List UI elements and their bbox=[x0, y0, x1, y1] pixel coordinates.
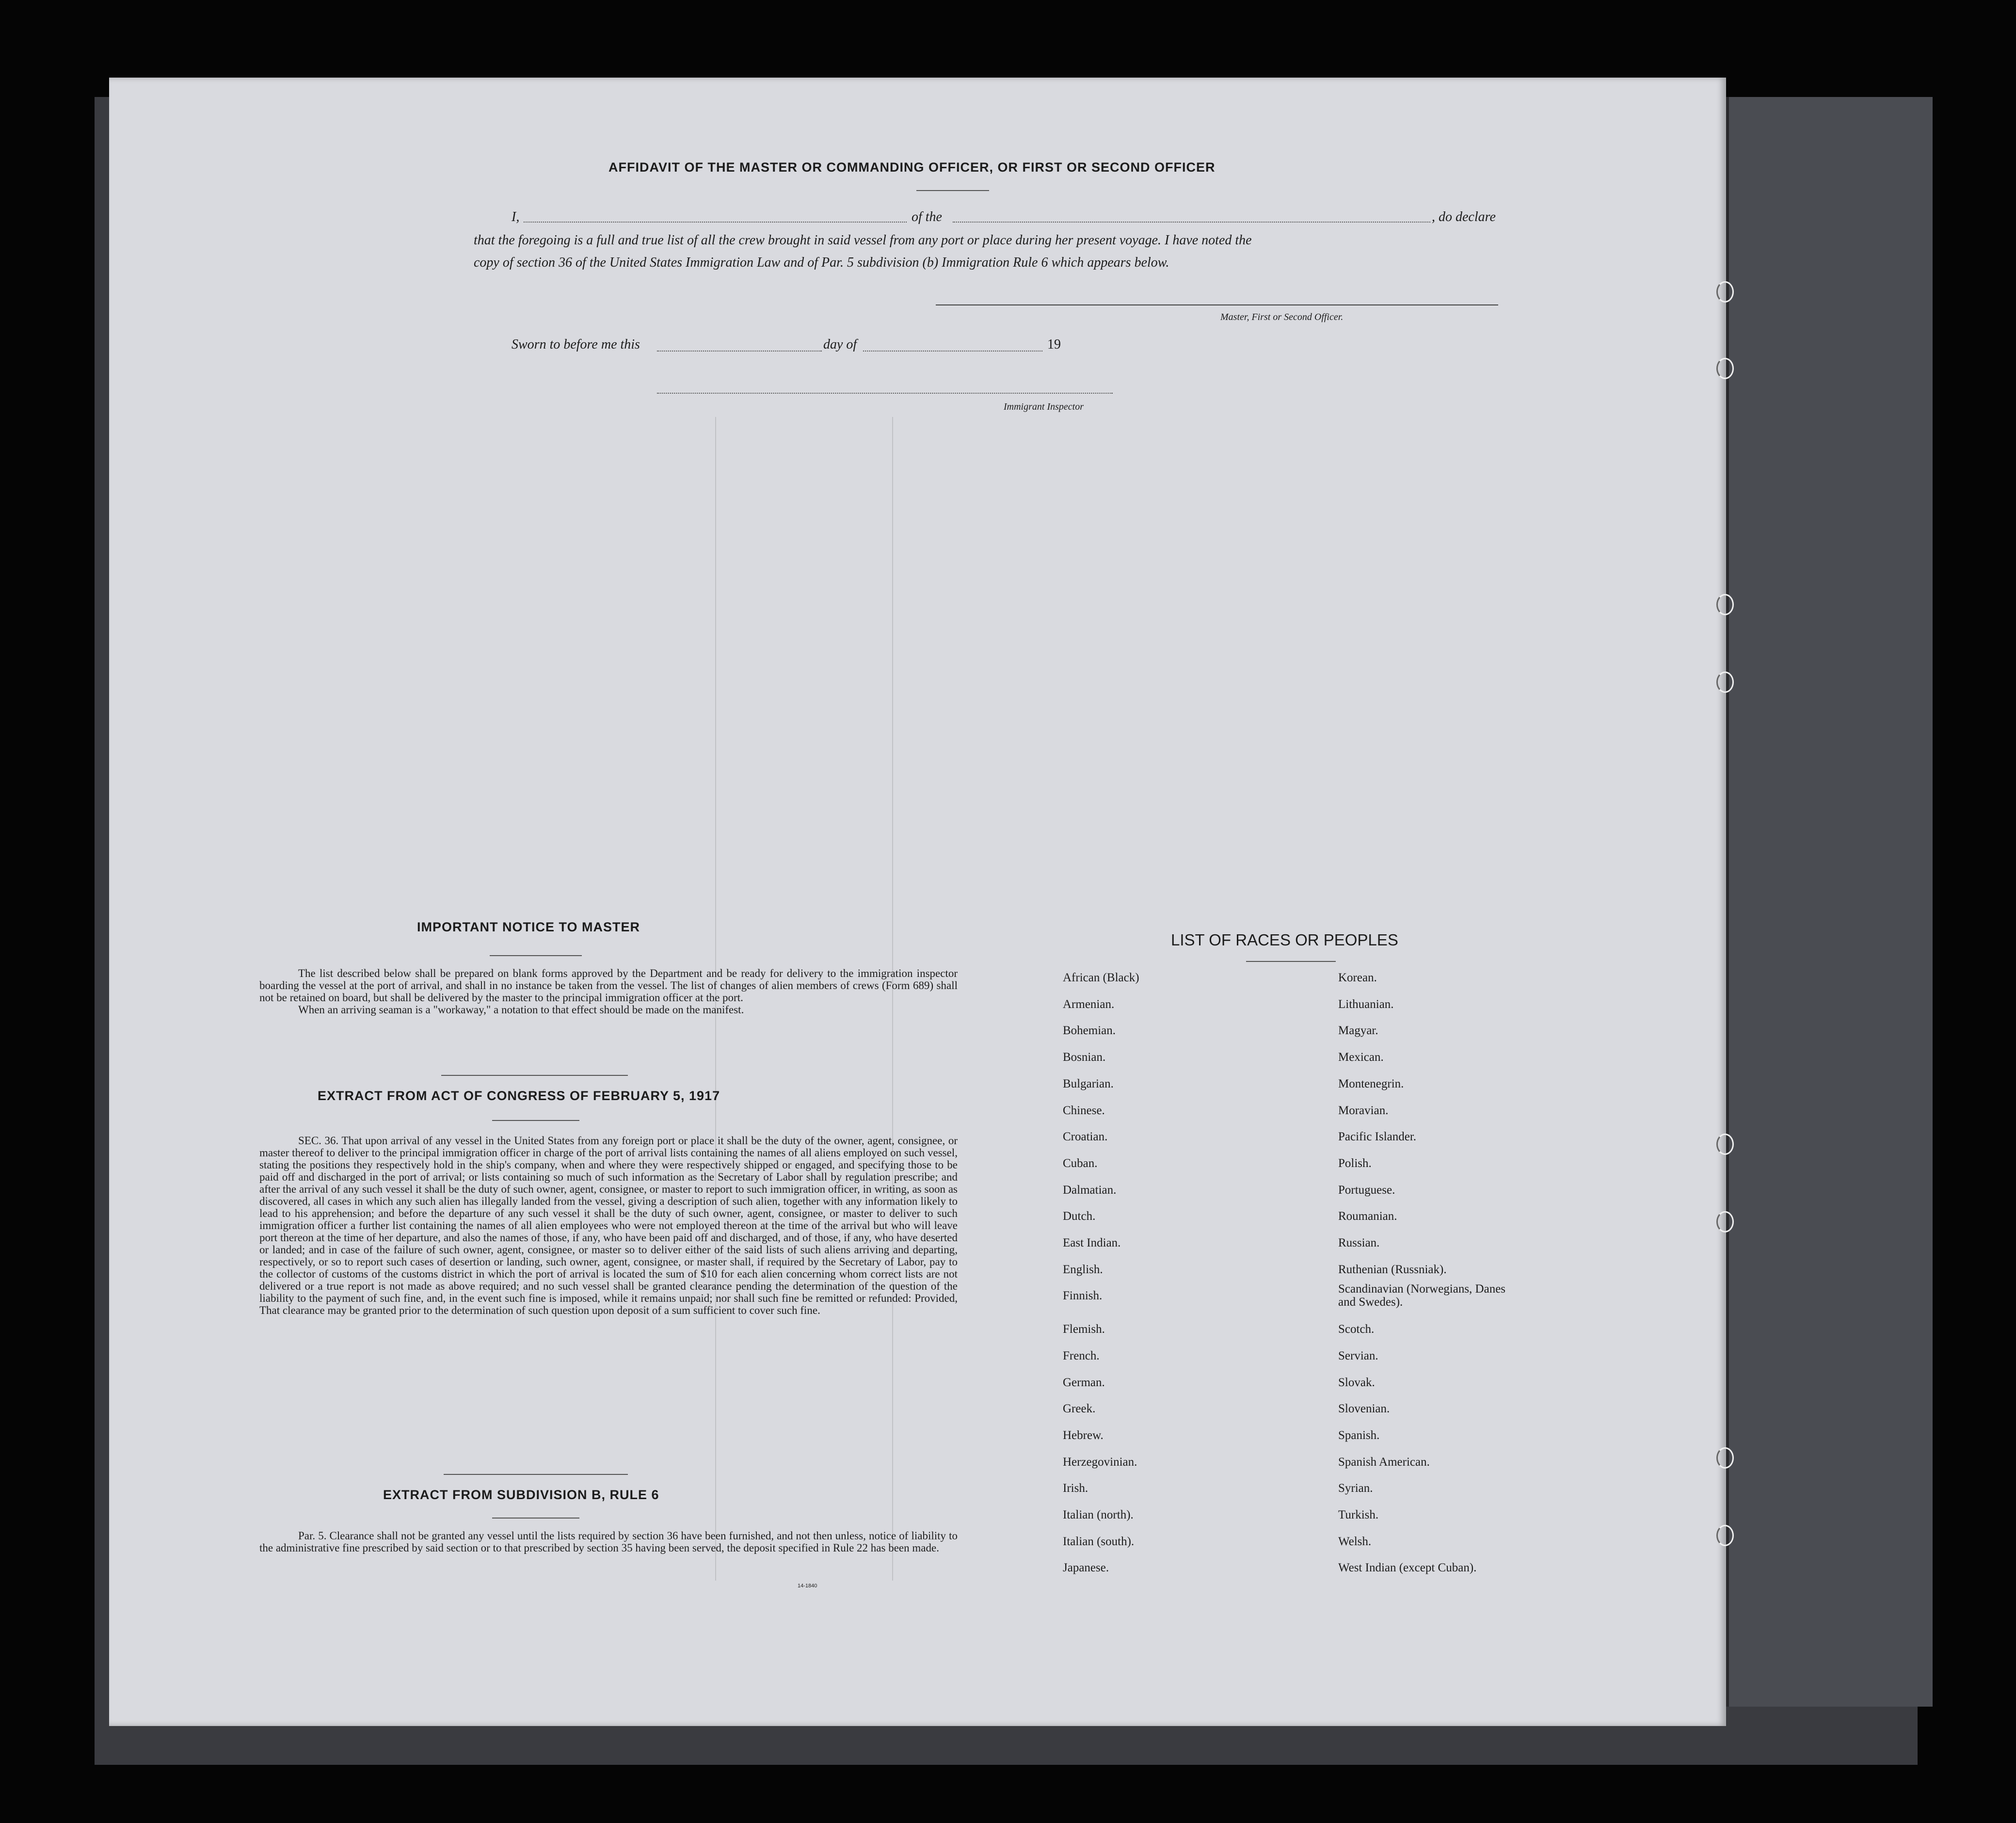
race-item: Greek. bbox=[1063, 1402, 1096, 1416]
rule-extract-text bbox=[259, 1530, 958, 1554]
inspector-label: Immigrant Inspector bbox=[1004, 401, 1084, 412]
folder-edge bbox=[1726, 97, 1933, 1707]
race-item: Portuguese. bbox=[1338, 1183, 1395, 1197]
race-item: English. bbox=[1063, 1263, 1103, 1276]
document-page bbox=[109, 78, 1726, 1726]
title-rule bbox=[916, 190, 989, 191]
race-item: Moravian. bbox=[1338, 1103, 1389, 1117]
race-item: Spanish. bbox=[1338, 1428, 1380, 1442]
binder-hole bbox=[1716, 594, 1734, 615]
race-item: Pacific Islander. bbox=[1338, 1130, 1417, 1144]
binder-hole bbox=[1716, 1134, 1734, 1155]
binder-hole bbox=[1716, 1211, 1734, 1232]
race-item: Montenegrin. bbox=[1338, 1077, 1404, 1090]
act-rule bbox=[492, 1120, 579, 1121]
race-item: Ruthenian (Russniak). bbox=[1338, 1263, 1447, 1276]
affidavit-i: I, bbox=[512, 209, 520, 224]
race-item: German. bbox=[1063, 1375, 1105, 1389]
notice-rule bbox=[490, 955, 582, 956]
race-item: Herzegovinian. bbox=[1063, 1455, 1137, 1469]
race-item: Bosnian. bbox=[1063, 1051, 1106, 1064]
binder-hole bbox=[1716, 672, 1734, 693]
rule-extract-title: EXTRACT FROM SUBDIVISION B, RULE 6 bbox=[383, 1487, 659, 1502]
race-item: Dalmatian. bbox=[1063, 1183, 1117, 1197]
binder-hole bbox=[1716, 1525, 1734, 1546]
section-rule bbox=[441, 1075, 628, 1076]
name-blank[interactable] bbox=[524, 222, 907, 223]
race-item: Italian (south). bbox=[1063, 1535, 1135, 1548]
section-rule bbox=[444, 1474, 628, 1475]
race-item: Welsh. bbox=[1338, 1535, 1372, 1548]
race-item: Korean. bbox=[1338, 971, 1377, 984]
race-item: Finnish. bbox=[1063, 1289, 1103, 1303]
rule-paragraph: Par. 5. Clearance shall not be granted any vessel until the lists required by section 36 have been furnished, and not then unless, notice of liability to the administrative fine prescribed by said section or to that prescribed by section 35 having been served, the deposit specified in Rule 22 has been made. bbox=[259, 1530, 958, 1554]
affidavit-line2: that the foregoing is a full and true list of all the crew brought in said vessel from any port or place during her present voyage. I have noted the bbox=[474, 233, 1252, 248]
race-item: Croatian. bbox=[1063, 1130, 1108, 1144]
day-of-text: day of bbox=[823, 337, 857, 352]
race-item: Bulgarian. bbox=[1063, 1077, 1114, 1090]
race-item: Magyar. bbox=[1338, 1024, 1378, 1038]
race-item: Scotch. bbox=[1338, 1323, 1375, 1336]
race-item: African (Black) bbox=[1063, 971, 1139, 984]
race-item: East Indian. bbox=[1063, 1236, 1121, 1249]
race-item: Polish. bbox=[1338, 1156, 1372, 1170]
race-item: Slovenian. bbox=[1338, 1402, 1390, 1416]
notice-title: IMPORTANT NOTICE TO MASTER bbox=[417, 920, 640, 934]
race-item: Flemish. bbox=[1063, 1323, 1105, 1336]
vessel-blank[interactable] bbox=[953, 222, 1430, 223]
race-item: Spanish American. bbox=[1338, 1455, 1430, 1469]
race-item: Italian (north). bbox=[1063, 1508, 1134, 1521]
sworn-text: Sworn to before me this bbox=[512, 337, 640, 352]
race-item: Japanese. bbox=[1063, 1561, 1109, 1575]
race-item: Cuban. bbox=[1063, 1156, 1098, 1170]
race-item: Servian. bbox=[1338, 1349, 1378, 1362]
races-rule bbox=[1246, 961, 1336, 962]
year-prefix: 19 bbox=[1047, 337, 1061, 352]
form-number: 14-1840 bbox=[798, 1583, 817, 1589]
race-item: Irish. bbox=[1063, 1482, 1088, 1495]
inspector-line[interactable] bbox=[657, 393, 1113, 394]
race-item: Turkish. bbox=[1338, 1508, 1379, 1521]
race-item: Roumanian. bbox=[1338, 1210, 1397, 1223]
race-item: Syrian. bbox=[1338, 1482, 1373, 1495]
affidavit-title: AFFIDAVIT OF THE MASTER OR COMMANDING OFFICER, OR FIRST OR SECOND OFFICER bbox=[608, 160, 1216, 175]
notice-paragraph-1: The list described below shall be prepared on blank forms approved by the Department and be ready for delivery to the immigration inspector boarding the vessel at the port of arrival, and shall in no instance be taken from the vessel. The list of changes of alien members of crews (Form 689) shall not be retained on board, but shall be delivered by the master to the principal immigration officer at the port. bbox=[259, 967, 958, 1004]
month-blank[interactable] bbox=[863, 351, 1042, 352]
act-extract-title: EXTRACT FROM ACT OF CONGRESS OF FEBRUARY 5, 1917 bbox=[318, 1088, 720, 1103]
affidavit-of-the: of the bbox=[912, 209, 942, 224]
notice-paragraph-2: When an arriving seaman is a "workaway," a notation to that effect should be made on the manifest. bbox=[298, 1004, 744, 1016]
race-item: French. bbox=[1063, 1349, 1100, 1362]
binder-hole bbox=[1716, 281, 1734, 303]
rule-rule bbox=[492, 1518, 579, 1519]
binder-hole bbox=[1716, 1447, 1734, 1469]
act-paragraph: SEC. 36. That upon arrival of any vessel in the United States from any foreign port or place it shall be the duty of the owner, agent, consignee, or master thereof to deliver to the principal immigration officer in charge of the port of arrival lists containing the names of all aliens employed on such vessel, stating the positions they respectively hold in the ship's company, when and where they were respectively shipped or engaged, and specifying those to be paid off and discharged in the port of arrival; or lists containing so much of such information as the Secretary of Labor shall by regulation prescribe; and after the arrival of any such vessel it shall be the duty of such owner, agent, consignee, or master to report to such immigration officer, in writing, as soon as discovered, all cases in which any such alien has illegally landed from the vessel, giving a description of such alien, together with any information likely to lead to his apprehension; and before the departure of any such vessel it shall be the duty of such owner, agent, consignee, or master to deliver to such immigration officer a further list containing the names of all alien employees who were not employed thereon at the time of the arrival but who will leave port thereon at the time of her departure, and also the names of those, if any, who have been paid off and discharged, and of those, if any, who have deserted or landed; and in case of the failure of such owner, agent, consignee, or master so to deliver either of the said lists of such aliens arriving and departing, respectively, or so to report such cases of desertion or landing, such owner, agent, consignee, or master shall, if required by the Secretary of Labor, pay to the collector of customs of the customs district in which the port of arrival is located the sum of $10 for each alien concerning whom correct lists are not delivered or a true report is not made as above required; and no such vessel shall be granted clearance pending the determination of the question of the liability to the payment of such fine, and, in the event such fine is imposed, while it remains unpaid; nor shall such fine be remitted or refunded: Provided, That clearance may be granted prior to the determination of such question upon deposit of a sum sufficient to cover such fine. bbox=[259, 1135, 958, 1316]
binder-hole bbox=[1716, 358, 1734, 379]
signature-label: Master, First or Second Officer. bbox=[1220, 312, 1344, 322]
affidavit-declare: , do declare bbox=[1432, 209, 1496, 224]
race-item: Chinese. bbox=[1063, 1103, 1105, 1117]
race-item: Dutch. bbox=[1063, 1210, 1096, 1223]
race-item: West Indian (except Cuban). bbox=[1338, 1561, 1477, 1575]
race-item: Armenian. bbox=[1063, 997, 1115, 1011]
act-extract-text bbox=[259, 1135, 958, 1316]
affidavit-line3: copy of section 36 of the United States Immigration Law and of Par. 5 subdivision (b) Immigration Rule 6 which appears below. bbox=[474, 255, 1169, 270]
race-item: Lithuanian. bbox=[1338, 997, 1394, 1011]
race-item: Russian. bbox=[1338, 1236, 1380, 1249]
race-item: Scandinavian (Norwegians, Danes and Swedes). bbox=[1338, 1282, 1506, 1309]
signature-line[interactable] bbox=[936, 304, 1498, 305]
race-item: Hebrew. bbox=[1063, 1428, 1104, 1442]
race-item: Slovak. bbox=[1338, 1375, 1375, 1389]
notice-text bbox=[259, 967, 958, 1016]
day-blank[interactable] bbox=[657, 351, 822, 352]
race-item: Bohemian. bbox=[1063, 1024, 1116, 1038]
races-title: LIST OF RACES OR PEOPLES bbox=[1171, 931, 1398, 949]
race-item: Mexican. bbox=[1338, 1051, 1384, 1064]
